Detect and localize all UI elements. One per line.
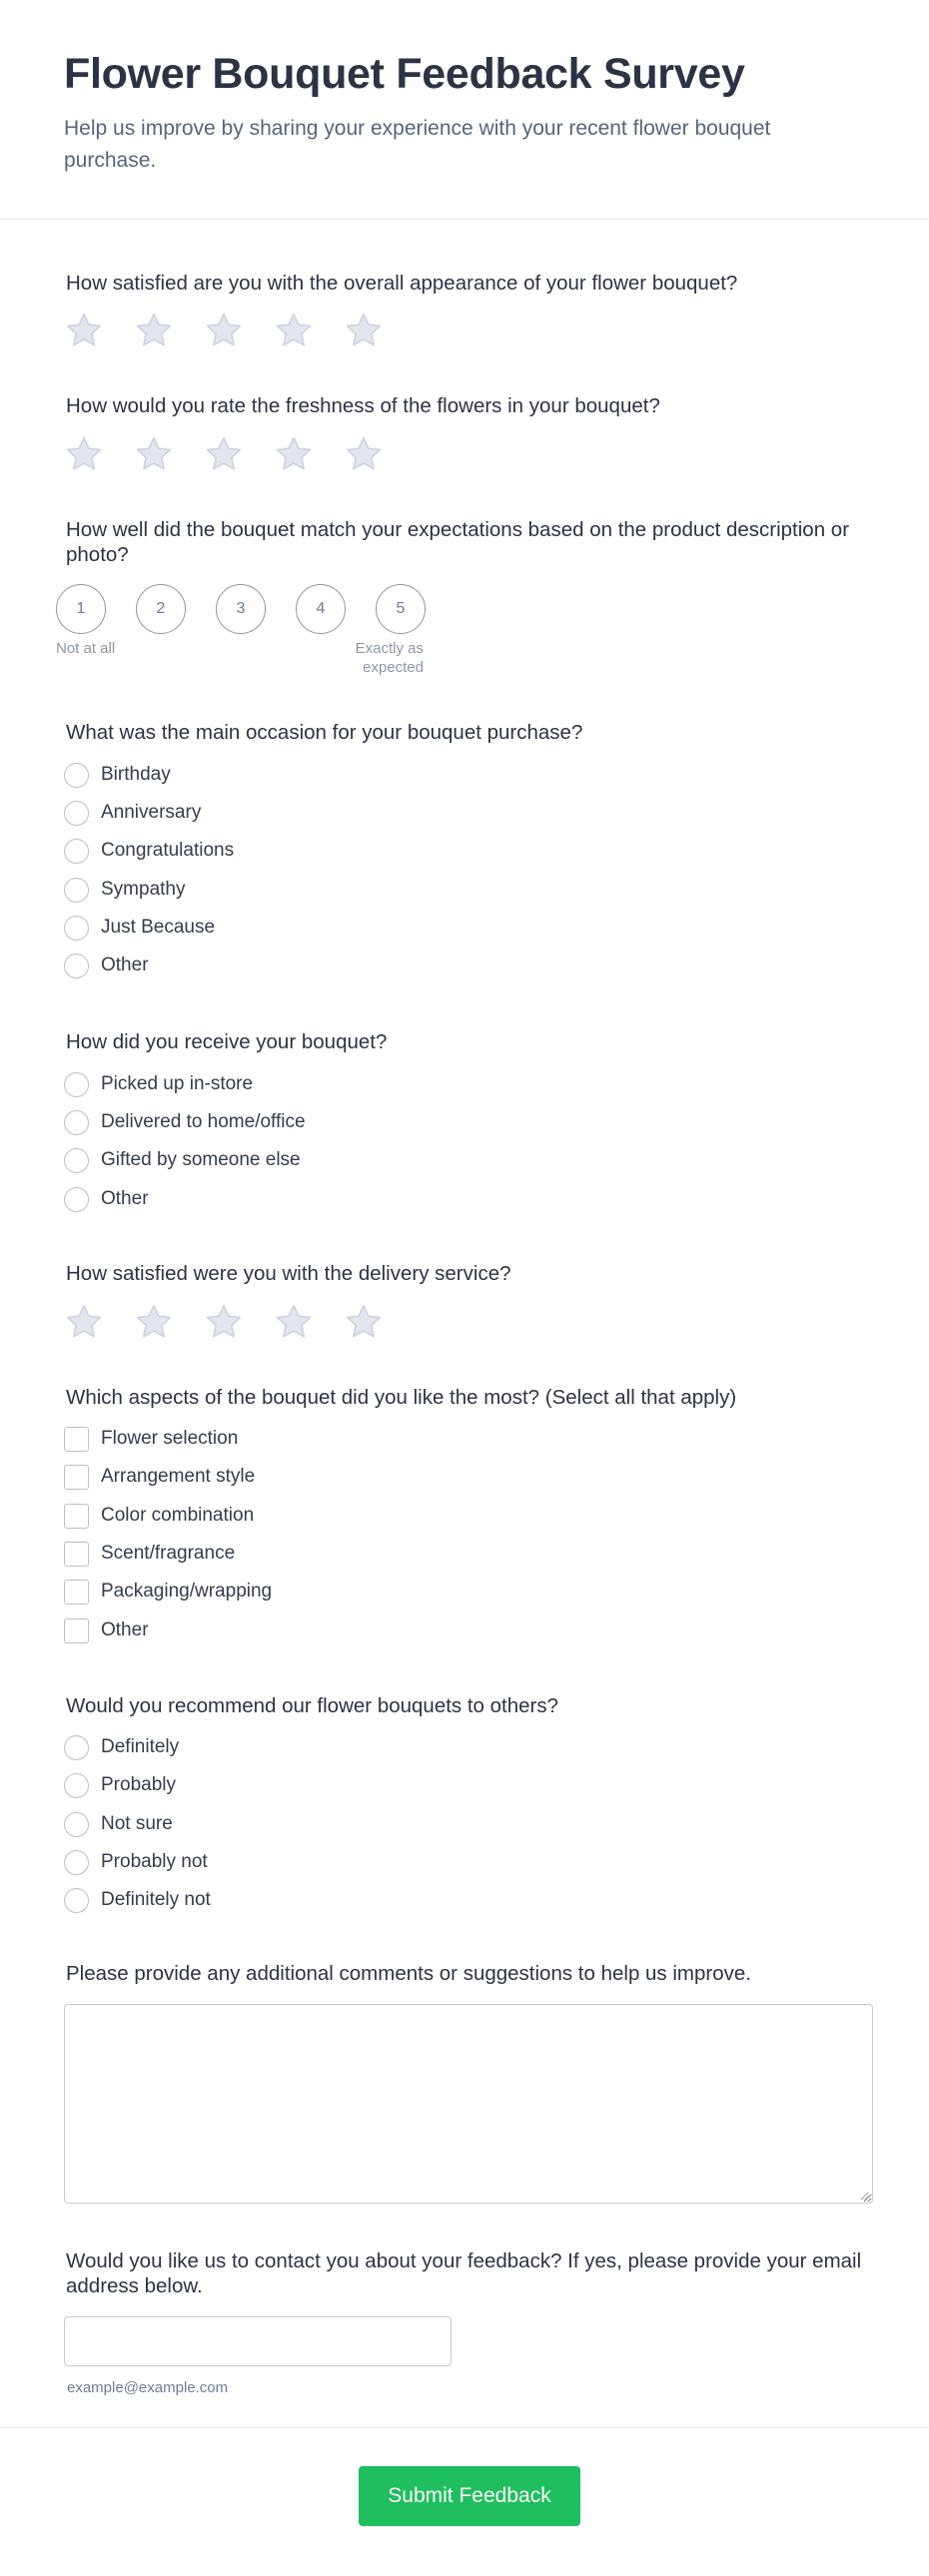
checkbox[interactable] bbox=[64, 1580, 89, 1605]
option-label: Flower selection bbox=[101, 1428, 239, 1449]
comments-textarea[interactable] bbox=[64, 2004, 873, 2204]
option-label: Other bbox=[101, 1188, 149, 1209]
receive-option[interactable] bbox=[64, 1185, 149, 1213]
scale-high-label: Exactly as expected bbox=[355, 640, 424, 676]
option-label: Probably bbox=[101, 1774, 176, 1795]
option-label: Just Because bbox=[101, 917, 216, 938]
survey-header bbox=[0, 0, 929, 220]
scale-option-4[interactable]: 4 bbox=[296, 584, 346, 634]
radio-button[interactable] bbox=[64, 1072, 89, 1097]
occasion-option[interactable] bbox=[64, 799, 201, 827]
recommend-option[interactable] bbox=[64, 1886, 211, 1914]
question-aspects-label: Which aspects of the bouquet did you like the most? (Select all that apply) bbox=[66, 1386, 737, 1409]
star-icon[interactable] bbox=[344, 311, 384, 350]
radio-button[interactable] bbox=[64, 1110, 89, 1135]
occasion-option[interactable] bbox=[64, 876, 185, 904]
scale-option-3[interactable]: 3 bbox=[216, 584, 266, 634]
aspects-option[interactable] bbox=[64, 1616, 149, 1644]
star-icon[interactable] bbox=[204, 1302, 244, 1342]
recommend-option[interactable] bbox=[64, 1848, 208, 1876]
star-icon[interactable] bbox=[64, 1302, 104, 1342]
checkbox[interactable] bbox=[64, 1465, 89, 1490]
question-contact-label: Would you like us to contact you about your feedback? If yes, please provide your email address below. bbox=[66, 2250, 862, 2297]
radio-button[interactable] bbox=[64, 763, 89, 788]
radio-button[interactable] bbox=[64, 1888, 89, 1913]
aspects-option[interactable] bbox=[64, 1578, 272, 1606]
star-icon[interactable] bbox=[344, 1302, 384, 1342]
question-receive-label: How did you receive your bouquet? bbox=[66, 1030, 388, 1053]
option-label: Sympathy bbox=[101, 879, 186, 900]
recommend-option[interactable] bbox=[64, 1771, 176, 1799]
star-icon[interactable] bbox=[64, 311, 104, 350]
radio-button[interactable] bbox=[64, 1148, 89, 1173]
option-label: Anniversary bbox=[101, 802, 202, 823]
radio-button[interactable] bbox=[64, 916, 89, 941]
aspects-option[interactable] bbox=[64, 1540, 235, 1568]
recommend-option[interactable] bbox=[64, 1810, 173, 1838]
checkbox[interactable] bbox=[64, 1618, 89, 1643]
radio-button[interactable] bbox=[64, 839, 89, 864]
scale-option-5[interactable]: 5 bbox=[376, 584, 426, 634]
option-label: Definitely not bbox=[101, 1889, 211, 1910]
option-label: Gifted by someone else bbox=[101, 1149, 301, 1170]
option-label: Scent/fragrance bbox=[101, 1543, 236, 1564]
option-label: Delivered to home/office bbox=[101, 1111, 306, 1132]
question-comments-label: Please provide any additional comments or suggestions to help us improve. bbox=[66, 1962, 751, 1985]
scale-option-2[interactable]: 2 bbox=[136, 584, 186, 634]
radio-button[interactable] bbox=[64, 801, 89, 826]
checkbox[interactable] bbox=[64, 1427, 89, 1452]
option-label: Packaging/wrapping bbox=[101, 1581, 273, 1602]
page-subtitle: Help us improve by sharing your experience with your recent flower bouquet purchase. bbox=[64, 117, 771, 172]
question-expectations-label: How well did the bouquet match your expectations based on the product description or photo? bbox=[66, 518, 850, 566]
submit-button[interactable]: Submit Feedback bbox=[359, 2466, 580, 2526]
option-label: Other bbox=[101, 955, 149, 975]
question-recommend-label: Would you recommend our flower bouquets to others? bbox=[66, 1694, 559, 1717]
option-label: Not sure bbox=[101, 1813, 173, 1834]
option-label: Definitely bbox=[101, 1736, 180, 1757]
option-label: Congratulations bbox=[101, 840, 235, 861]
delivery-star-rating bbox=[64, 1302, 384, 1342]
radio-button[interactable] bbox=[64, 954, 89, 978]
star-icon[interactable] bbox=[204, 434, 244, 474]
star-icon[interactable] bbox=[134, 311, 174, 350]
option-label: Birthday bbox=[101, 764, 171, 785]
question-appearance-label: How satisfied are you with the overall appearance of your flower bouquet? bbox=[66, 272, 738, 295]
option-label: Picked up in-store bbox=[101, 1073, 254, 1094]
star-icon[interactable] bbox=[274, 1302, 314, 1342]
radio-button[interactable] bbox=[64, 1735, 89, 1760]
receive-option[interactable] bbox=[64, 1108, 306, 1136]
radio-button[interactable] bbox=[64, 1773, 89, 1798]
question-occasion-label: What was the main occasion for your bouquet purchase? bbox=[66, 721, 583, 744]
radio-button[interactable] bbox=[64, 1187, 89, 1212]
receive-option[interactable] bbox=[64, 1146, 301, 1174]
recommend-option[interactable] bbox=[64, 1733, 179, 1761]
star-icon[interactable] bbox=[274, 311, 314, 350]
occasion-option[interactable] bbox=[64, 761, 171, 789]
aspects-option[interactable] bbox=[64, 1463, 255, 1491]
occasion-option[interactable] bbox=[64, 952, 149, 979]
page-title: Flower Bouquet Feedback Survey bbox=[64, 50, 745, 98]
receive-option[interactable] bbox=[64, 1070, 253, 1098]
question-freshness-label: How would you rate the freshness of the flowers in your bouquet? bbox=[66, 394, 660, 417]
radio-button[interactable] bbox=[64, 1850, 89, 1875]
email-input[interactable] bbox=[64, 2316, 452, 2366]
radio-button[interactable] bbox=[64, 878, 89, 903]
occasion-option[interactable] bbox=[64, 837, 234, 865]
expectations-scale bbox=[56, 584, 426, 634]
star-icon[interactable] bbox=[134, 434, 174, 474]
checkbox[interactable] bbox=[64, 1504, 89, 1529]
scale-low-label: Not at all bbox=[56, 640, 116, 657]
star-icon[interactable] bbox=[274, 434, 314, 474]
option-label: Other bbox=[101, 1619, 149, 1640]
radio-button[interactable] bbox=[64, 1812, 89, 1837]
option-label: Arrangement style bbox=[101, 1466, 256, 1487]
star-icon[interactable] bbox=[64, 434, 104, 474]
occasion-option[interactable] bbox=[64, 914, 215, 942]
scale-option-1[interactable]: 1 bbox=[56, 584, 106, 634]
star-icon[interactable] bbox=[344, 434, 384, 474]
appearance-star-rating bbox=[64, 311, 384, 350]
resize-grip-icon[interactable] bbox=[857, 2188, 869, 2200]
option-label: Color combination bbox=[101, 1505, 255, 1526]
aspects-option[interactable] bbox=[64, 1502, 254, 1530]
star-icon[interactable] bbox=[204, 311, 244, 350]
star-icon[interactable] bbox=[134, 1302, 174, 1342]
question-delivery-label: How satisfied were you with the delivery service? bbox=[66, 1262, 511, 1285]
email-hint: example@example.com bbox=[67, 2379, 229, 2396]
freshness-star-rating bbox=[64, 434, 384, 474]
footer-divider bbox=[0, 2427, 929, 2428]
aspects-option[interactable] bbox=[64, 1425, 238, 1453]
option-label: Probably not bbox=[101, 1851, 208, 1872]
checkbox[interactable] bbox=[64, 1542, 89, 1567]
